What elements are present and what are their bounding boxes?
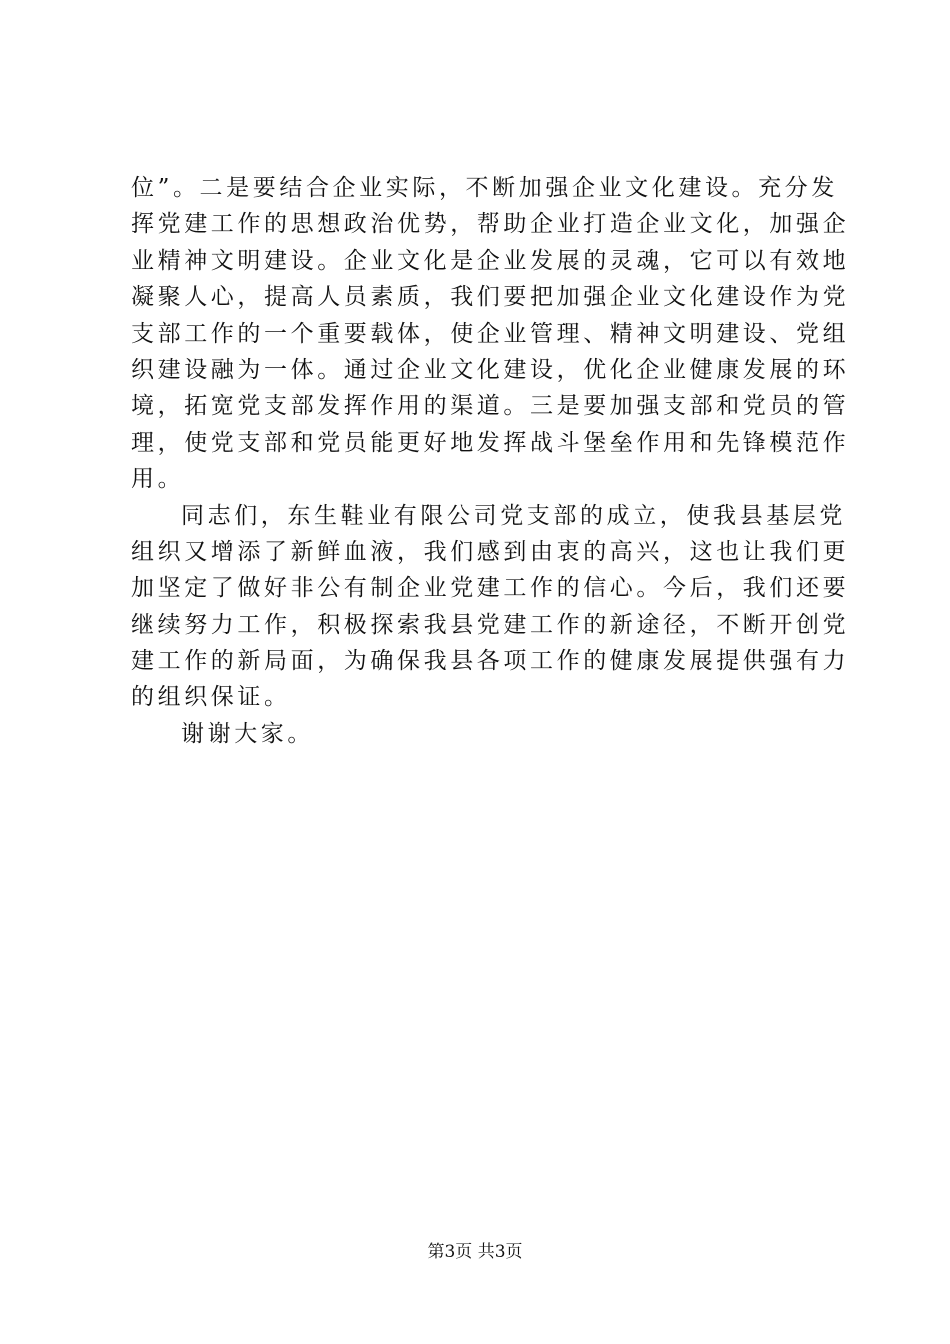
paragraph-1 [131, 170, 850, 498]
text-line: 织建设融为一体。通过企业文化建设，优化企业健康发展的环 [131, 356, 850, 383]
text-line: 组织又增添了新鲜血液，我们感到由衷的高兴，这也让我们更 [131, 538, 850, 565]
paragraph-3 [131, 716, 831, 752]
text-line: 位”。二是要结合企业实际，不断加强企业文化建设。充分发 [131, 175, 838, 201]
text-line: 同志们，东生鞋业有限公司党支部的成立，使我县基层党 [181, 502, 846, 529]
page-footer [0, 1240, 950, 1264]
text-line: 加坚定了做好非公有制企业党建工作的信心。今后，我们还要 [131, 575, 850, 602]
text-line: 谢谢大家。 [181, 720, 314, 747]
text-line: 建工作的新局面，为确保我县各项工作的健康发展提供强有力 [131, 648, 850, 675]
text-line: 境，拓宽党支部发挥作用的渠道。三是要加强支部和党员的管 [131, 393, 850, 420]
text-line: 凝聚人心，提高人员素质，我们要把加强企业文化建设作为党 [131, 284, 850, 311]
text-line: 支部工作的一个重要载体，使企业管理、精神文明建设、党组 [131, 320, 850, 347]
text-line: 业精神文明建设。企业文化是企业发展的灵魂，它可以有效地 [131, 247, 850, 274]
text-line: 继续努力工作，积极探索我县党建工作的新途径，不断开创党 [131, 611, 850, 638]
document-body [131, 170, 850, 752]
text-line: 的组织保证。 [131, 684, 291, 711]
paragraph-2 [131, 498, 850, 716]
text-line: 挥党建工作的思想政治优势，帮助企业打造企业文化，加强企 [131, 211, 850, 238]
text-line: 理，使党支部和党员能更好地发挥战斗堡垒作用和先锋模范作 [131, 429, 850, 456]
page-number: 第3页 共3页 [427, 1242, 523, 1262]
text-line: 用。 [131, 466, 185, 493]
